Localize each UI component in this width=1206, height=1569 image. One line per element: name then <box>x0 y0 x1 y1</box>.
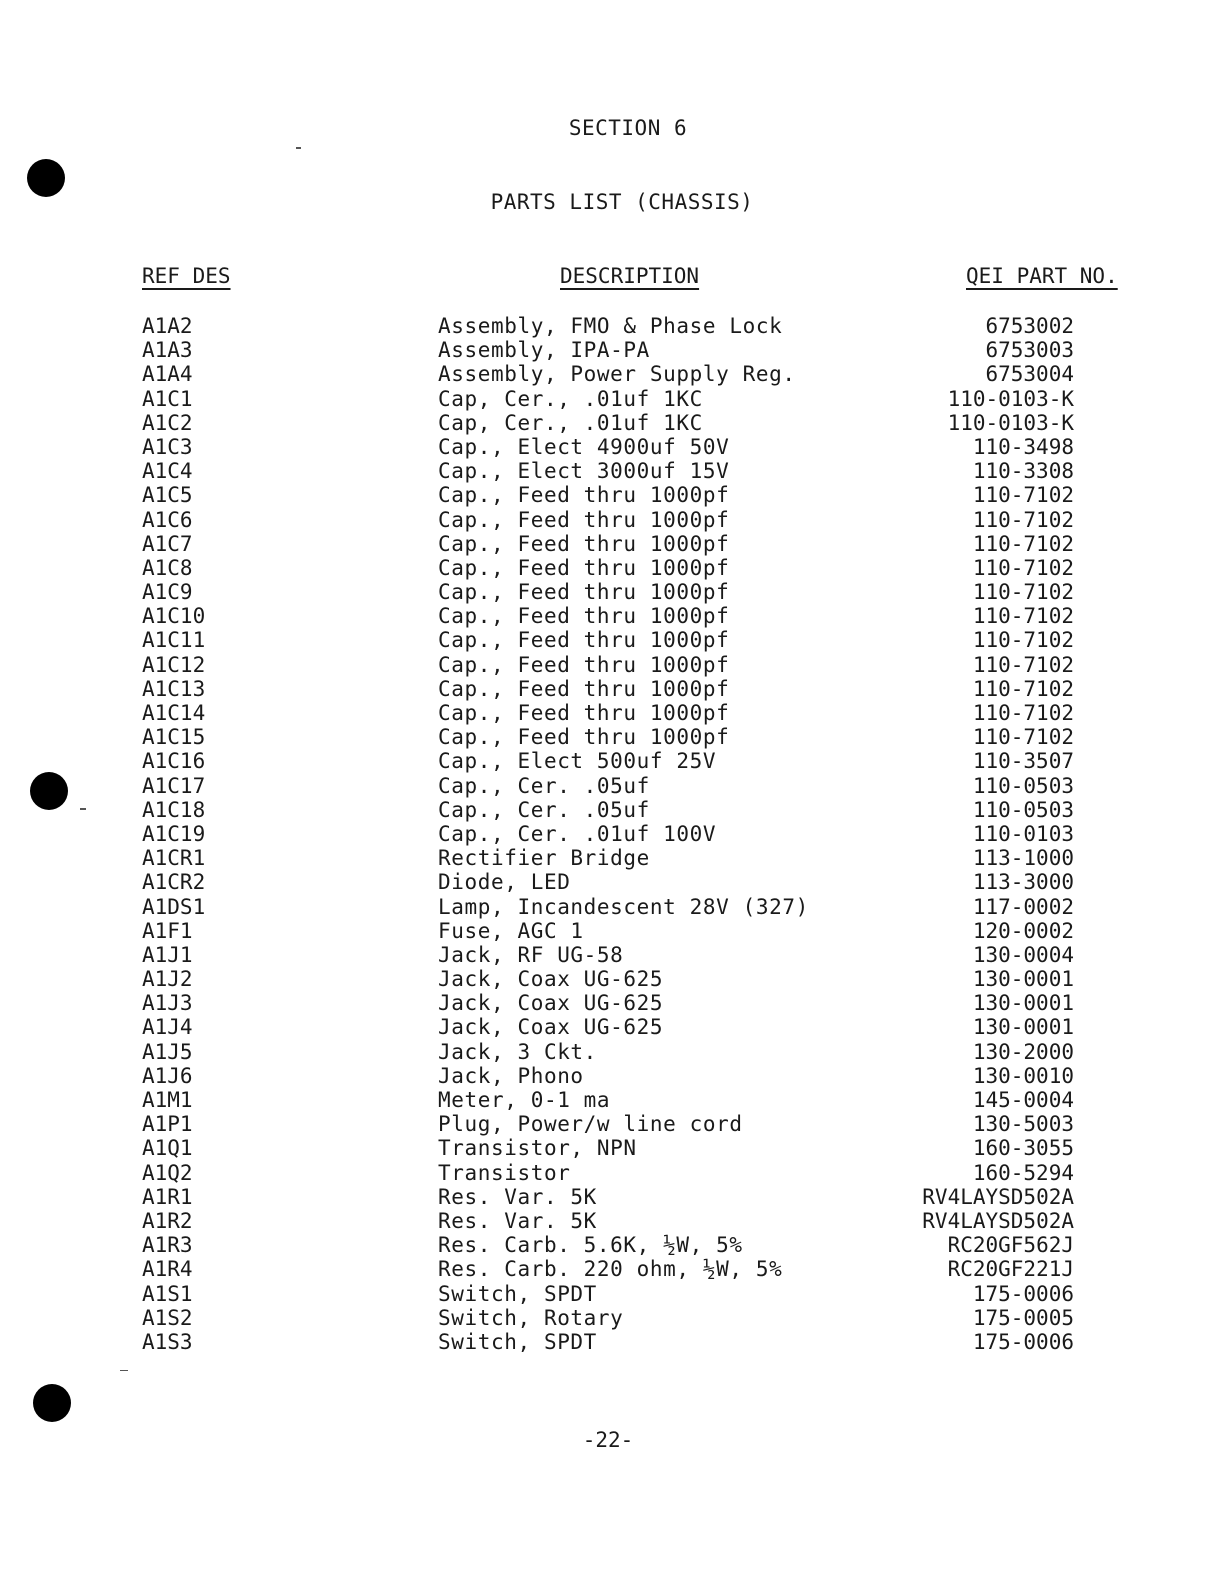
ref-des-cell: A1R3 <box>142 1233 193 1258</box>
part-number-cell: RC20GF221J <box>947 1257 1074 1282</box>
part-number-cell: 110-7102 <box>972 531 1074 556</box>
scan-speck <box>120 1370 128 1371</box>
description-cell: Cap., Elect 500uf 25V <box>438 749 717 774</box>
part-number-cell: 110-0103 <box>972 821 1074 846</box>
part-number-cell: 110-7102 <box>972 652 1074 677</box>
part-number-cell: 110-7102 <box>972 676 1074 701</box>
description-cell: Cap., Feed thru 1000pf <box>438 507 730 532</box>
ref-des-cell: A1P1 <box>142 1112 193 1137</box>
table-row <box>0 1209 1206 1233</box>
table-row <box>0 459 1206 483</box>
description-cell: Transistor, NPN <box>438 1136 637 1161</box>
table-row <box>0 604 1206 628</box>
description-cell: Cap., Feed thru 1000pf <box>438 483 730 508</box>
ref-des-cell: A1C6 <box>142 507 193 532</box>
parts-table <box>0 314 1206 1354</box>
description-cell: Cap., Feed thru 1000pf <box>438 701 730 725</box>
table-row <box>0 1040 1206 1064</box>
part-number-cell: 6753002 <box>985 314 1074 338</box>
ref-des-cell: A1C5 <box>142 483 193 508</box>
part-number-cell: RV4LAYSD502A <box>922 1184 1074 1209</box>
description-cell: Jack, Phono <box>438 1063 584 1088</box>
description-cell: Jack, Coax UG-625 <box>438 967 664 992</box>
part-number-cell: 110-7102 <box>972 580 1074 605</box>
ref-des-cell: A1A4 <box>142 362 193 387</box>
description-cell: Cap., Feed thru 1000pf <box>438 725 730 750</box>
table-row <box>0 1330 1206 1354</box>
description-cell: Cap., Cer. .01uf 100V <box>438 821 717 846</box>
part-number-cell: 6753004 <box>985 362 1074 387</box>
table-row <box>0 508 1206 532</box>
ref-des-cell: A1M1 <box>142 1088 193 1112</box>
ref-des-cell: A1C10 <box>142 604 206 629</box>
table-row <box>0 774 1206 798</box>
table-row <box>0 1112 1206 1136</box>
table-row <box>0 1088 1206 1112</box>
table-row <box>0 435 1206 459</box>
description-cell: Res. Var. 5K <box>438 1208 597 1233</box>
part-number-cell: 160-3055 <box>972 1136 1074 1161</box>
table-row <box>0 1161 1206 1185</box>
description-cell: Cap., Feed thru 1000pf <box>438 580 730 605</box>
ref-des-cell: A1C7 <box>142 531 193 556</box>
table-row <box>0 798 1206 822</box>
part-number-cell: 130-0010 <box>972 1063 1074 1088</box>
ref-des-cell: A1A3 <box>142 338 193 363</box>
table-row <box>0 1282 1206 1306</box>
ref-des-cell: A1C17 <box>142 773 206 798</box>
table-row <box>0 411 1206 435</box>
ref-des-cell: A1C12 <box>142 652 206 677</box>
part-number-cell: 110-3507 <box>972 749 1074 774</box>
part-number-cell: 110-7102 <box>972 604 1074 629</box>
ref-des-cell: A1C4 <box>142 459 193 484</box>
table-row <box>0 628 1206 652</box>
part-number-cell: 6753003 <box>985 338 1074 363</box>
table-row <box>0 483 1206 507</box>
part-number-cell: 110-3498 <box>972 434 1074 459</box>
column-header-part-no: QEI PART NO. <box>966 264 1118 288</box>
description-cell: Jack, Coax UG-625 <box>438 991 664 1016</box>
table-row <box>0 1306 1206 1330</box>
table-row <box>0 387 1206 411</box>
description-cell: Cap., Feed thru 1000pf <box>438 531 730 556</box>
description-cell: Switch, SPDT <box>438 1329 597 1354</box>
table-row <box>0 314 1206 338</box>
page-number: -22- <box>582 1428 634 1452</box>
part-number-cell: 175-0005 <box>972 1305 1074 1330</box>
part-number-cell: 113-3000 <box>972 870 1074 895</box>
part-number-cell: 160-5294 <box>972 1160 1074 1185</box>
table-row <box>0 556 1206 580</box>
table-row <box>0 822 1206 846</box>
table-row <box>0 1064 1206 1088</box>
description-cell: Rectifier Bridge <box>438 846 650 871</box>
ref-des-cell: A1C19 <box>142 821 206 846</box>
part-number-cell: 117-0002 <box>972 894 1074 919</box>
description-cell: Assembly, Power Supply Reg. <box>438 362 796 387</box>
ref-des-cell: A1R1 <box>142 1184 193 1209</box>
part-number-cell: 113-1000 <box>972 846 1074 871</box>
ref-des-cell: A1C18 <box>142 797 206 822</box>
table-row <box>0 580 1206 604</box>
table-row <box>0 943 1206 967</box>
description-cell: Assembly, IPA-PA <box>438 338 650 363</box>
table-row <box>0 725 1206 749</box>
part-number-cell: 175-0006 <box>972 1281 1074 1306</box>
part-number-cell: 110-7102 <box>972 507 1074 532</box>
ref-des-cell: A1CR2 <box>142 870 206 895</box>
column-header-ref-des: REF DES <box>142 264 231 288</box>
description-cell: Cap., Feed thru 1000pf <box>438 676 730 701</box>
table-row <box>0 532 1206 556</box>
description-cell: Cap., Feed thru 1000pf <box>438 652 730 677</box>
ref-des-cell: A1S2 <box>142 1305 193 1330</box>
description-cell: Cap., Cer. .05uf <box>438 773 650 798</box>
part-number-cell: 110-3308 <box>972 459 1074 484</box>
description-cell: Switch, SPDT <box>438 1281 597 1306</box>
part-number-cell: 130-5003 <box>972 1112 1074 1137</box>
table-row <box>0 895 1206 919</box>
part-number-cell: 130-0001 <box>972 1015 1074 1040</box>
ref-des-cell: A1C16 <box>142 749 206 774</box>
table-row <box>0 1233 1206 1257</box>
table-row <box>0 1015 1206 1039</box>
description-cell: Cap., Cer. .05uf <box>438 797 650 822</box>
ref-des-cell: A1Q1 <box>142 1136 193 1161</box>
part-number-cell: 130-0001 <box>972 967 1074 992</box>
description-cell: Cap, Cer., .01uf 1KC <box>438 410 703 435</box>
part-number-cell: 110-7102 <box>972 628 1074 653</box>
ref-des-cell: A1R2 <box>142 1208 193 1233</box>
ref-des-cell: A1R4 <box>142 1257 193 1282</box>
ref-des-cell: A1DS1 <box>142 894 206 919</box>
part-number-cell: 120-0002 <box>972 918 1074 943</box>
ref-des-cell: A1A2 <box>142 314 193 338</box>
table-row <box>0 338 1206 362</box>
description-cell: Cap., Feed thru 1000pf <box>438 628 730 653</box>
part-number-cell: 110-7102 <box>972 725 1074 750</box>
description-cell: Jack, RF UG-58 <box>438 942 624 967</box>
ref-des-cell: A1C1 <box>142 386 193 411</box>
ref-des-cell: A1J1 <box>142 942 193 967</box>
table-row <box>0 1185 1206 1209</box>
description-cell: Res. Var. 5K <box>438 1184 597 1209</box>
description-cell: Res. Carb. 220 ohm, ½W, 5% <box>438 1257 783 1282</box>
description-cell: Transistor <box>438 1160 571 1185</box>
ref-des-cell: A1J4 <box>142 1015 193 1040</box>
table-row <box>0 362 1206 386</box>
description-cell: Res. Carb. 5.6K, ½W, 5% <box>438 1233 743 1258</box>
table-row <box>0 967 1206 991</box>
table-row <box>0 749 1206 773</box>
description-cell: Switch, Rotary <box>438 1305 624 1330</box>
part-number-cell: 145-0004 <box>972 1088 1074 1112</box>
ref-des-cell: A1S1 <box>142 1281 193 1306</box>
ref-des-cell: A1C2 <box>142 410 193 435</box>
table-row <box>0 846 1206 870</box>
part-number-cell: 110-7102 <box>972 555 1074 580</box>
table-row <box>0 1136 1206 1160</box>
section-heading: SECTION 6 <box>568 116 688 140</box>
ref-des-cell: A1C15 <box>142 725 206 750</box>
description-cell: Cap., Elect 3000uf 15V <box>438 459 730 484</box>
description-cell: Cap, Cer., .01uf 1KC <box>438 386 703 411</box>
scan-speck <box>296 147 301 149</box>
ref-des-cell: A1C14 <box>142 701 206 725</box>
description-cell: Cap., Elect 4900uf 50V <box>438 434 730 459</box>
column-header-description: DESCRIPTION <box>560 264 700 288</box>
table-row <box>0 991 1206 1015</box>
page-title: PARTS LIST (CHASSIS) <box>490 190 754 214</box>
part-number-cell: 110-0503 <box>972 797 1074 822</box>
ref-des-cell: A1J2 <box>142 967 193 992</box>
table-row <box>0 870 1206 894</box>
ref-des-cell: A1C11 <box>142 628 206 653</box>
part-number-cell: 110-0103-K <box>947 386 1074 411</box>
description-cell: Fuse, AGC 1 <box>438 918 584 943</box>
ref-des-cell: A1Q2 <box>142 1160 193 1185</box>
part-number-cell: 110-0503 <box>972 773 1074 798</box>
part-number-cell: 110-0103-K <box>947 410 1074 435</box>
description-cell: Cap., Feed thru 1000pf <box>438 604 730 629</box>
table-row <box>0 701 1206 725</box>
ref-des-cell: A1F1 <box>142 918 193 943</box>
part-number-cell: RV4LAYSD502A <box>922 1208 1074 1233</box>
ref-des-cell: A1C9 <box>142 580 193 605</box>
ref-des-cell: A1C8 <box>142 555 193 580</box>
part-number-cell: 110-7102 <box>972 483 1074 508</box>
part-number-cell: 110-7102 <box>972 701 1074 725</box>
table-row <box>0 919 1206 943</box>
description-cell: Plug, Power/w line cord <box>438 1112 743 1137</box>
ref-des-cell: A1CR1 <box>142 846 206 871</box>
part-number-cell: RC20GF562J <box>947 1233 1074 1258</box>
binder-hole-bottom <box>33 1384 71 1422</box>
ref-des-cell: A1C3 <box>142 434 193 459</box>
description-cell: Lamp, Incandescent 28V (327) <box>438 894 809 919</box>
part-number-cell: 130-0001 <box>972 991 1074 1016</box>
ref-des-cell: A1J3 <box>142 991 193 1016</box>
description-cell: Assembly, FMO & Phase Lock <box>438 314 783 338</box>
part-number-cell: 130-2000 <box>972 1039 1074 1064</box>
description-cell: Diode, LED <box>438 870 571 895</box>
description-cell: Cap., Feed thru 1000pf <box>438 555 730 580</box>
table-row <box>0 1257 1206 1281</box>
part-number-cell: 175-0006 <box>972 1329 1074 1354</box>
table-row <box>0 653 1206 677</box>
table-row <box>0 677 1206 701</box>
part-number-cell: 130-0004 <box>972 942 1074 967</box>
ref-des-cell: A1J6 <box>142 1063 193 1088</box>
ref-des-cell: A1S3 <box>142 1329 193 1354</box>
description-cell: Jack, Coax UG-625 <box>438 1015 664 1040</box>
description-cell: Jack, 3 Ckt. <box>438 1039 597 1064</box>
ref-des-cell: A1J5 <box>142 1039 193 1064</box>
ref-des-cell: A1C13 <box>142 676 206 701</box>
description-cell: Meter, 0-1 ma <box>438 1088 611 1112</box>
